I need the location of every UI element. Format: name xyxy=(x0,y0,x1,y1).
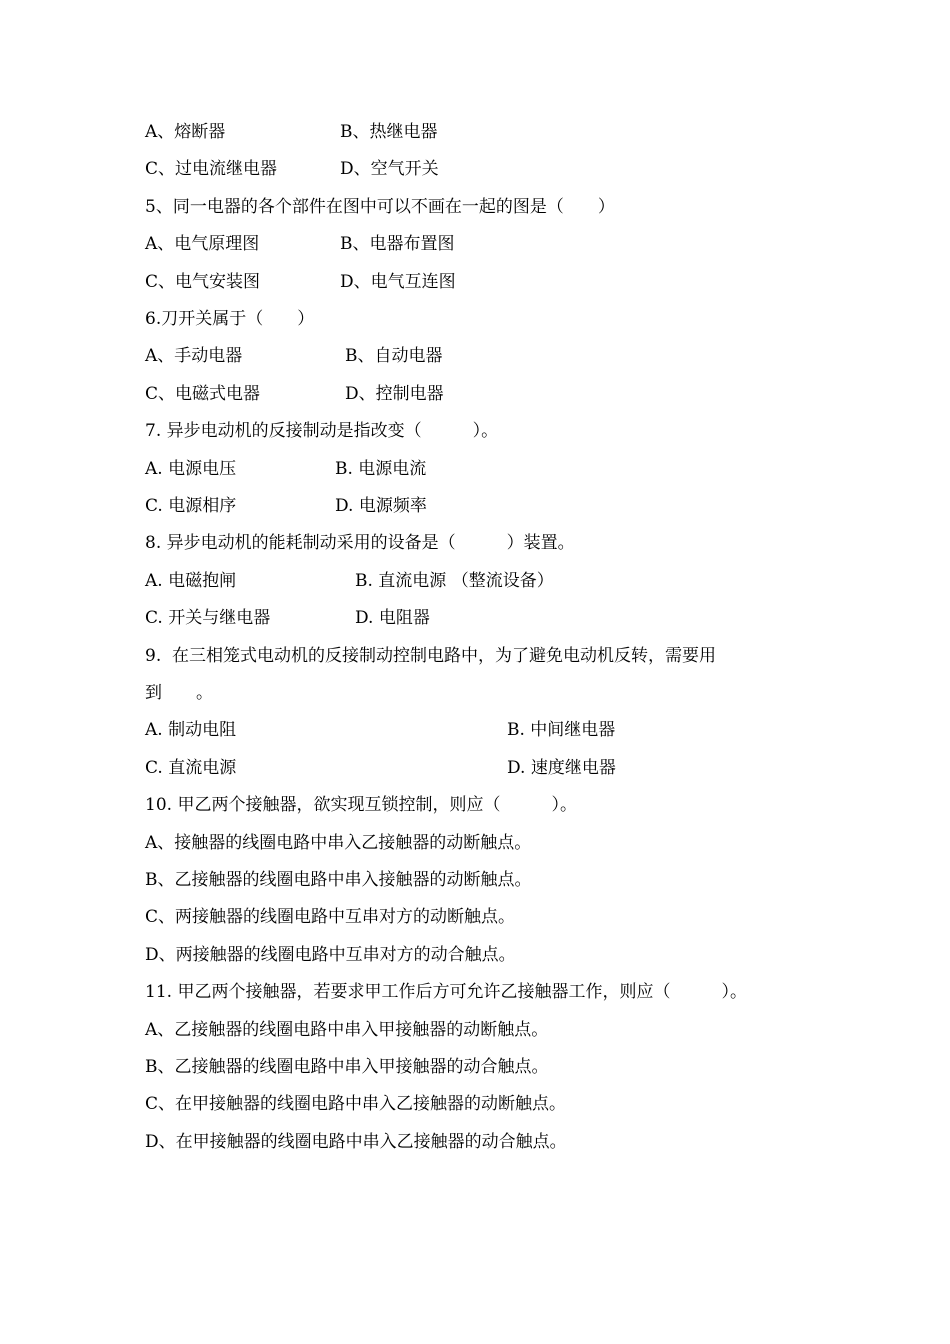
q5-option-b: B、电器布置图 xyxy=(340,234,455,254)
q5-option-a: A、电气原理图 xyxy=(145,234,260,254)
q11-option-d: D、在甲接触器的线圈电路中串入乙接触器的动合触点。 xyxy=(145,1132,567,1152)
q7-option-c: C. 电源相序 xyxy=(145,496,237,516)
question-7: 7. 异步电动机的反接制动是指改变（ ）。 xyxy=(145,421,499,441)
q8-option-c: C. 开关与继电器 xyxy=(145,608,271,628)
question-9: 9. 在三相笼式电动机的反接制动控制电路中，为了避免电动机反转，需要用 xyxy=(145,646,717,666)
q6-option-d: D、控制电器 xyxy=(345,384,444,404)
q6-option-a: A、手动电器 xyxy=(145,346,243,366)
question-5: 5、同一电器的各个部件在图中可以不画在一起的图是（ ） xyxy=(145,197,615,217)
q9-option-a: A. 制动电阻 xyxy=(145,720,237,740)
option-d-air-switch: D、空气开关 xyxy=(340,159,439,179)
q10-option-a: A、接触器的线圈电路中串入乙接触器的动断触点。 xyxy=(145,833,532,853)
q9-option-d: D. 速度继电器 xyxy=(507,758,616,778)
q11-option-a: A、乙接触器的线圈电路中串入甲接触器的动断触点。 xyxy=(145,1020,549,1040)
q7-option-b: B. 电源电流 xyxy=(335,459,427,479)
option-c-overcurrent-relay: C、过电流继电器 xyxy=(145,159,278,179)
q10-option-d: D、两接触器的线圈电路中互串对方的动合触点。 xyxy=(145,945,516,965)
question-8: 8. 异步电动机的能耗制动采用的设备是（ ）装置。 xyxy=(145,533,575,553)
question-6: 6.刀开关属于（ ） xyxy=(145,309,315,329)
question-10: 10. 甲乙两个接触器，欲实现互锁控制，则应（ ）。 xyxy=(145,795,577,815)
q11-option-c: C、在甲接触器的线圈电路中串入乙接触器的动断触点。 xyxy=(145,1094,567,1114)
q6-option-b: B、自动电器 xyxy=(345,346,443,366)
option-a-fuse: A、熔断器 xyxy=(145,122,226,142)
q8-option-a: A. 电磁抱闸 xyxy=(145,571,237,591)
question-11: 11. 甲乙两个接触器，若要求甲工作后方可允许乙接触器工作，则应（ ）。 xyxy=(145,982,747,1002)
q9-option-c: C. 直流电源 xyxy=(145,758,237,778)
q10-option-c: C、两接触器的线圈电路中互串对方的动断触点。 xyxy=(145,907,516,927)
option-b-thermal-relay: B、热继电器 xyxy=(340,122,438,142)
q7-option-a: A. 电源电压 xyxy=(145,459,237,479)
q5-option-c: C、电气安装图 xyxy=(145,272,261,292)
q7-option-d: D. 电源频率 xyxy=(335,496,427,516)
q6-option-c: C、电磁式电器 xyxy=(145,384,261,404)
q8-option-b: B. 直流电源 （整流设备） xyxy=(355,571,554,591)
q8-option-d: D. 电阻器 xyxy=(355,608,430,628)
question-9-continued: 到 。 xyxy=(145,683,213,703)
q5-option-d: D、电气互连图 xyxy=(340,272,456,292)
q11-option-b: B、乙接触器的线圈电路中串入甲接触器的动合触点。 xyxy=(145,1057,549,1077)
q9-option-b: B. 中间继电器 xyxy=(507,720,616,740)
q10-option-b: B、乙接触器的线圈电路中串入接触器的动断触点。 xyxy=(145,870,532,890)
